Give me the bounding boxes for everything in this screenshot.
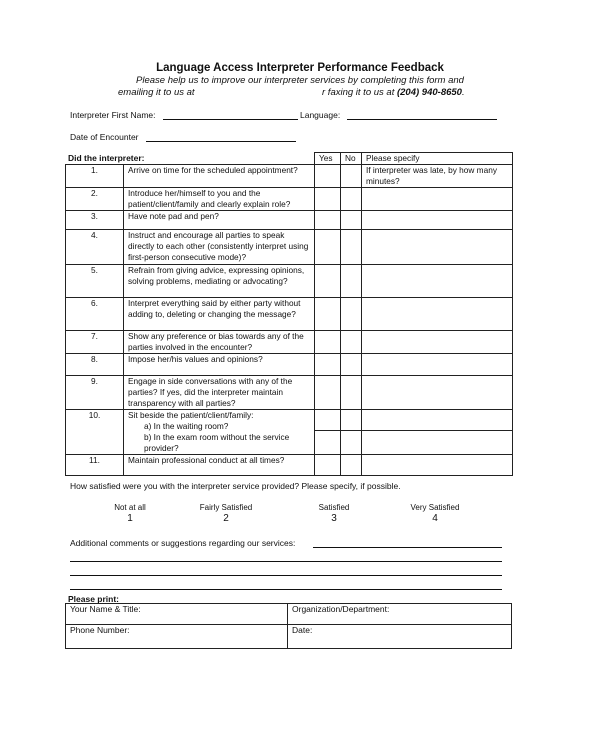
row-question: Refrain from giving advice, expressing opinions, solving problems, mediating or advocating?: [124, 265, 315, 298]
form-title: Language Access Interpreter Performance Feedback: [156, 62, 444, 74]
row-number: 3.: [66, 211, 124, 230]
yes-cell[interactable]: [315, 298, 341, 331]
no-cell-a[interactable]: [341, 410, 362, 431]
date-encounter-label: Date of Encounter: [70, 132, 139, 142]
yes-cell[interactable]: [315, 455, 341, 476]
scale-value: 4: [432, 513, 438, 524]
language-field[interactable]: [347, 119, 497, 120]
yes-cell-a[interactable]: [315, 410, 341, 431]
specify-cell[interactable]: [362, 354, 513, 376]
specify-cell[interactable]: [362, 211, 513, 230]
print-heading: Please print:: [68, 594, 120, 604]
yes-cell-b[interactable]: [315, 431, 341, 455]
first-name-field[interactable]: [163, 119, 298, 120]
date-field[interactable]: Date:: [288, 625, 512, 649]
scale-label: Not at all: [114, 503, 146, 512]
yes-cell[interactable]: [315, 165, 341, 188]
row-number: 4.: [66, 230, 124, 265]
scale-option-1[interactable]: [100, 503, 160, 524]
no-cell[interactable]: [341, 165, 362, 188]
table-row: [66, 376, 513, 410]
table-row: [66, 165, 513, 188]
row-number: 2.: [66, 188, 124, 211]
fax-number: (204) 940-8650: [396, 87, 462, 98]
table-row: [66, 455, 513, 476]
row-question: Have note pad and pen?: [124, 211, 315, 230]
yes-cell[interactable]: [315, 376, 341, 410]
specify-header: Please specify: [362, 153, 513, 165]
language-label: Language:: [300, 110, 341, 120]
table-row: [66, 410, 513, 431]
row-number: 7.: [66, 331, 124, 354]
no-cell[interactable]: [341, 376, 362, 410]
specify-cell-a[interactable]: [362, 410, 513, 431]
scale-value: 3: [331, 513, 337, 524]
scale-label: Satisfied: [318, 503, 350, 512]
organization-field[interactable]: Organization/Department:: [288, 604, 512, 625]
table-row: [66, 265, 513, 298]
intro-line-1: Please help us to improve our interpreter services by completing this form and: [136, 75, 464, 86]
comments-line-4[interactable]: [70, 589, 502, 590]
scale-label: Very Satisfied: [410, 503, 460, 512]
name-title-field[interactable]: Your Name & Title:: [66, 604, 288, 625]
contact-table: [65, 603, 512, 649]
row-question: [124, 410, 315, 455]
specify-cell[interactable]: [362, 298, 513, 331]
no-cell[interactable]: [341, 188, 362, 211]
specify-cell[interactable]: [362, 455, 513, 476]
specify-cell[interactable]: [362, 265, 513, 298]
scale-option-4[interactable]: [398, 503, 472, 524]
satisfaction-question: How satisfied were you with the interpreter service provided? Please specify, if possible.: [70, 481, 401, 491]
phone-field[interactable]: Phone Number:: [66, 625, 288, 649]
yes-header: Yes: [315, 153, 341, 165]
no-cell[interactable]: [341, 211, 362, 230]
yes-cell[interactable]: [315, 211, 341, 230]
row-number: 6.: [66, 298, 124, 331]
scale-label: Fairly Satisfied: [199, 503, 253, 512]
table-heading: Did the interpreter:: [68, 153, 145, 163]
yes-cell[interactable]: [315, 331, 341, 354]
scale-value: 2: [223, 513, 229, 524]
row-question: Interpret everything said by either party without adding to, deleting or changing the message?: [124, 298, 315, 331]
row-question: Show any preference or bias towards any of the parties involved in the encounter?: [124, 331, 315, 354]
no-cell[interactable]: [341, 455, 362, 476]
specify-cell[interactable]: If interpreter was late, by how many minutes?: [362, 165, 513, 188]
no-cell[interactable]: [341, 265, 362, 298]
sub-item-b: b) In the exam room without the service provider?: [144, 432, 290, 453]
table-row: [66, 354, 513, 376]
first-name-label: Interpreter First Name:: [70, 110, 156, 120]
yes-cell[interactable]: [315, 188, 341, 211]
intro-line-2b: r faxing it to us at: [322, 87, 395, 98]
row-number: 1.: [66, 165, 124, 188]
comments-label: Additional comments or suggestions regarding our services:: [70, 538, 296, 548]
row-question: Introduce her/himself to you and the patient/client/family and clearly explain role?: [124, 188, 315, 211]
questions-table: [65, 152, 513, 476]
date-encounter-field[interactable]: [146, 141, 296, 142]
no-cell-b[interactable]: [341, 431, 362, 455]
specify-cell[interactable]: [362, 331, 513, 354]
table-row: [66, 331, 513, 354]
sub-item-a: a) In the waiting room?: [144, 421, 229, 431]
feedback-form-page: Language Access Interpreter Performance Feedback Please help us to improve our interpreter services by completing this form and emailing it to us at r faxing it to us at (204) 940-8650. Interpreter First Name: Language: Date of Encounter Did the interpreter: Yes No Please specify 1. Arrive on time for the scheduled appointment? If interpreter was late, by how many minutes? 2. Introduce her/himself to you and the patient/client/family and clearly explain role? 3. Have note pad and pen? 4. Instruct and encourage all parties to speak directly to each other (consistently interpret using first-person consecutive mode)? 5. Refrain from giving advice, expressing opinions, solving problems, mediating or advocating? 6. Interpret everything said by either party without adding to, deleting or changing the message? 7. Show any preference or bias towards any of the parties involved in the encounter? 8. Impose her/his values and opinions? 9. Engage in side conversations with any of the parties? If yes, did the interpreter maintain transparency with all parties? 10. Sit beside the patient/client/family: a) In the waiting room? b) In the exam room without the service provider? 11. Maintain professional conduct at all times? How satisfied were you with the interpreter service provided? Please specify, if possible. Not at all 1 Fairly Satisfied 2 Satisfied 3 Very Satisfied 4 Additional comments or suggestions regarding our services: Please print: Your Name & Title: Organization/Department: Phone Number: Date:: [0, 0, 600, 730]
scale-option-3[interactable]: [304, 503, 364, 524]
row-question: Engage in side conversations with any of the parties? If yes, did the interpreter maintain transparency with all parties?: [124, 376, 315, 410]
table-row: [66, 298, 513, 331]
yes-cell[interactable]: [315, 230, 341, 265]
row-question: Maintain professional conduct at all times?: [124, 455, 315, 476]
table-row: [66, 230, 513, 265]
yes-cell[interactable]: [315, 354, 341, 376]
row-question: Instruct and encourage all parties to speak directly to each other (consistently interpret using first-person consecutive mode)?: [124, 230, 315, 265]
no-cell[interactable]: [341, 331, 362, 354]
no-cell[interactable]: [341, 230, 362, 265]
no-cell[interactable]: [341, 354, 362, 376]
row-number: 8.: [66, 354, 124, 376]
no-cell[interactable]: [341, 298, 362, 331]
table-row: [66, 188, 513, 211]
row-question-text: Sit beside the patient/client/family:: [128, 410, 254, 420]
table-row: [66, 211, 513, 230]
row-number: 9.: [66, 376, 124, 410]
intro-line-2a: emailing it to us at: [118, 87, 195, 98]
specify-cell[interactable]: [362, 376, 513, 410]
row-number: 11.: [66, 455, 124, 476]
specify-cell-b[interactable]: [362, 431, 513, 455]
specify-cell[interactable]: [362, 230, 513, 265]
comments-line-2[interactable]: [70, 561, 502, 562]
comments-line-3[interactable]: [70, 575, 502, 576]
scale-option-2[interactable]: [190, 503, 262, 524]
row-number: 10.: [66, 410, 124, 455]
yes-cell[interactable]: [315, 265, 341, 298]
row-number: 5.: [66, 265, 124, 298]
row-question: Impose her/his values and opinions?: [124, 354, 315, 376]
row-question: Arrive on time for the scheduled appointment?: [124, 165, 315, 188]
scale-value: 1: [127, 513, 133, 524]
specify-cell[interactable]: [362, 188, 513, 211]
no-header: No: [341, 153, 362, 165]
comments-line-1[interactable]: [313, 547, 502, 548]
